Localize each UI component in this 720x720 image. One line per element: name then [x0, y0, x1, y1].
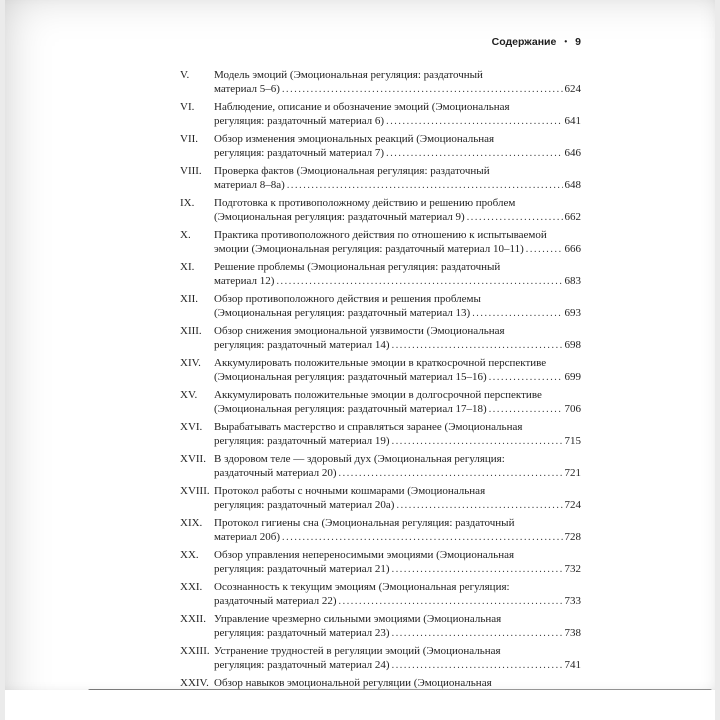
- toc-entry-line2-text: материал 12): [214, 275, 275, 287]
- toc-entry-line2-text: регуляция: раздаточный материал 23): [214, 627, 390, 639]
- toc-entry-line2-text: (Эмоциональная регуляция: раздаточный материал 15–16): [214, 371, 487, 383]
- toc-entry-numeral: XVI.: [180, 421, 203, 433]
- toc-entry-line1: Обзор противоположного действия и решения проблемы: [214, 293, 481, 305]
- toc-entry-page: 624: [564, 83, 581, 95]
- dot-leader: [392, 626, 563, 641]
- toc-entry: [180, 228, 581, 257]
- toc-entry-line2: [214, 338, 581, 353]
- toc-entry-line2-text: раздаточный материал 22): [214, 595, 337, 607]
- toc-entry-line1: Вырабатывать мастерство и справляться заранее (Эмоциональная: [214, 421, 523, 433]
- toc-entry-body: [214, 68, 581, 97]
- dot-leader: [392, 658, 563, 673]
- toc-entry: [180, 260, 581, 289]
- toc-entry-page: 662: [564, 211, 581, 223]
- toc-entry-body: [214, 324, 581, 353]
- toc-entry: [180, 196, 581, 225]
- toc-entry: [180, 132, 581, 161]
- toc-entry-numeral: XIV.: [180, 357, 201, 369]
- dot-leader: [287, 178, 563, 193]
- toc-entry: [180, 484, 581, 513]
- toc-entry-body: [214, 644, 581, 673]
- toc-entry-line1: Практика противоположного действия по отношению к испытываемой: [214, 229, 547, 241]
- toc-entry: [180, 548, 581, 577]
- toc-entry: [180, 164, 581, 193]
- toc-entry-line2: [214, 402, 581, 417]
- page-number: 9: [575, 36, 581, 48]
- toc-entry-line2-text: раздаточный материал 20): [214, 467, 337, 479]
- toc-entry-page: 715: [564, 435, 581, 447]
- toc-entry-body: [214, 356, 581, 385]
- toc-entry-line2: [214, 370, 581, 385]
- dot-leader: [472, 306, 562, 321]
- toc-entry-page: 721: [564, 467, 581, 479]
- toc-entry-numeral: XVIII.: [180, 485, 210, 497]
- toc-entry-page: 733: [564, 595, 581, 607]
- toc-entry-numeral: XV.: [180, 389, 198, 401]
- toc-entry-body: [214, 580, 581, 609]
- toc-list: [180, 68, 581, 708]
- toc-entry-line1: Обзор управления непереносимыми эмоциями (Эмоциональная: [214, 549, 515, 561]
- toc-entry-line2: [214, 498, 581, 513]
- toc-entry-line1: Наблюдение, описание и обозначение эмоций (Эмоциональная: [214, 101, 510, 113]
- toc-entry-line2: [214, 146, 581, 161]
- dot-leader: [467, 210, 563, 225]
- dot-leader: [392, 562, 563, 577]
- toc-entry-numeral: XI.: [180, 261, 195, 273]
- dot-leader: [489, 402, 563, 417]
- toc-entry-page: 648: [564, 179, 581, 191]
- toc-entry-numeral: XIII.: [180, 325, 202, 337]
- below-page-area: [5, 690, 715, 720]
- toc-entry-line2-text: (Эмоциональная регуляция: раздаточный материал 17–18): [214, 403, 487, 415]
- toc-entry-line2-text: регуляция: раздаточный материал 24): [214, 659, 390, 671]
- toc-entry-page: 724: [564, 499, 581, 511]
- toc-entry-numeral: XXIII.: [180, 645, 210, 657]
- toc-entry-line1: Модель эмоций (Эмоциональная регуляция: раздаточный: [214, 69, 483, 81]
- toc-entry-numeral: XXIV.: [180, 677, 209, 689]
- toc-entry-line1: Обзор снижения эмоциональной уязвимости (Эмоциональная: [214, 325, 505, 337]
- toc-entry: [180, 292, 581, 321]
- toc-entry: [180, 420, 581, 449]
- toc-entry-body: [214, 516, 581, 545]
- toc-entry-numeral: XII.: [180, 293, 199, 305]
- toc-entry-line1: Управление чрезмерно сильными эмоциями (Эмоциональная: [214, 613, 502, 625]
- toc-entry-line1: Обзор навыков эмоциональной регуляции (Эмоциональная: [214, 677, 492, 689]
- toc-entry: [180, 516, 581, 545]
- toc-entry: [180, 324, 581, 353]
- toc-entry-line2: [214, 306, 581, 321]
- toc-entry-body: [214, 132, 581, 161]
- toc-entry-body: [214, 292, 581, 321]
- toc-entry-body: [214, 196, 581, 225]
- dot-leader: [489, 370, 563, 385]
- toc-entry-line1: Протокол гигиены сна (Эмоциональная регуляция: раздаточный: [214, 517, 515, 529]
- toc-entry-line2: [214, 82, 581, 97]
- toc-entry-line2-text: регуляция: раздаточный материал 7): [214, 147, 385, 159]
- toc-entry-page: 732: [564, 563, 581, 575]
- toc-entry-line1: Аккумулировать положительные эмоции в краткосрочной перспективе: [214, 357, 547, 369]
- toc-entry: [180, 356, 581, 385]
- dot-leader: [396, 498, 562, 513]
- toc-entry-page: 698: [564, 339, 581, 351]
- toc-entry-body: [214, 100, 581, 129]
- toc-entry-numeral: XIX.: [180, 517, 203, 529]
- toc-entry-line1: В здоровом теле — здоровый дух (Эмоциональная регуляция:: [214, 453, 505, 465]
- dot-leader: [386, 114, 562, 129]
- toc-entry-line1: Обзор изменения эмоциональных реакций (Эмоциональная: [214, 133, 495, 145]
- toc-entry-page: 666: [564, 243, 581, 255]
- toc-entry: [180, 100, 581, 129]
- toc-entry-body: [214, 164, 581, 193]
- header-bullet-icon: •: [564, 36, 568, 46]
- toc-entry-line2-text: материал 20б): [214, 531, 281, 543]
- dot-leader: [282, 82, 563, 97]
- dot-leader: [276, 274, 562, 289]
- toc-entry-line2: [214, 274, 581, 289]
- toc-entry-page: 728: [564, 531, 581, 543]
- toc-entry: [180, 388, 581, 417]
- toc-entry-line1: Решение проблемы (Эмоциональная регуляция: раздаточный: [214, 261, 501, 273]
- toc-entry-page: 741: [564, 659, 581, 671]
- section-title: Содержание: [491, 36, 557, 48]
- toc-entry-numeral: XVII.: [180, 453, 206, 465]
- toc-entry-line1: Протокол работы с ночными кошмарами (Эмоциональная: [214, 485, 486, 497]
- toc-entry-numeral: IX.: [180, 197, 195, 209]
- toc-entry: [180, 612, 581, 641]
- toc-entry-line2-text: (Эмоциональная регуляция: раздаточный материал 9): [214, 211, 465, 223]
- book-page: [5, 0, 715, 690]
- toc-entry-page: 683: [564, 275, 581, 287]
- dot-leader: [392, 338, 563, 353]
- toc-entry: [180, 644, 581, 673]
- dot-leader: [392, 434, 563, 449]
- toc-entry-line2-text: регуляция: раздаточный материал 6): [214, 115, 385, 127]
- dot-leader: [282, 530, 562, 545]
- toc-entry-page: 641: [564, 115, 581, 127]
- toc-entry-line2: [214, 178, 581, 193]
- toc-entry: [180, 580, 581, 609]
- toc-entry-page: 646: [564, 147, 581, 159]
- toc-entry-line2: [214, 658, 581, 673]
- toc-entry-numeral: VI.: [180, 101, 195, 113]
- toc-entry-body: [214, 228, 581, 257]
- toc-entry-page: 693: [564, 307, 581, 319]
- toc-entry-line2-text: регуляция: раздаточный материал 19): [214, 435, 390, 447]
- toc-entry-line2: [214, 210, 581, 225]
- toc-entry-line2-text: материал 5–6): [214, 83, 280, 95]
- toc-entry-line2-text: (Эмоциональная регуляция: раздаточный материал 13): [214, 307, 471, 319]
- toc-entry-body: [214, 452, 581, 481]
- toc-entry-body: [214, 420, 581, 449]
- toc-entry: [180, 68, 581, 97]
- toc-entry-line2: [214, 434, 581, 449]
- toc-entry-page: 706: [564, 403, 581, 415]
- toc-entry-page: 699: [564, 371, 581, 383]
- toc-entry-body: [214, 484, 581, 513]
- toc-entry-line2: [214, 114, 581, 129]
- toc-entry-line1: Проверка фактов (Эмоциональная регуляция: раздаточный: [214, 165, 490, 177]
- toc-entry-numeral: XX.: [180, 549, 199, 561]
- toc-entry-numeral: V.: [180, 69, 190, 81]
- toc-entry-line1: Подготовка к противоположному действию и решению проблем: [214, 197, 516, 209]
- toc-entry-line1: Аккумулировать положительные эмоции в долгосрочной перспективе: [214, 389, 542, 401]
- toc-entry-page: 738: [564, 627, 581, 639]
- dot-leader: [386, 146, 562, 161]
- toc-entry-line1: Осознанность к текущим эмоциям (Эмоциональная регуляция:: [214, 581, 510, 593]
- toc-entry: [180, 452, 581, 481]
- toc-entry-body: [214, 260, 581, 289]
- toc-entry-line2-text: регуляция: раздаточный материал 21): [214, 563, 390, 575]
- toc-entry-line2-text: материал 8–8а): [214, 179, 285, 191]
- toc-entry-line2-text: регуляция: раздаточный материал 20а): [214, 499, 395, 511]
- toc-entry-body: [214, 388, 581, 417]
- toc-entry-line2: [214, 242, 581, 257]
- toc-entry-line2: [214, 562, 581, 577]
- page-header: [180, 36, 581, 48]
- toc-entry-line1: Устранение трудностей в регуляции эмоций (Эмоциональная: [214, 645, 501, 657]
- dot-leader: [339, 594, 563, 609]
- toc-entry-numeral: VIII.: [180, 165, 202, 177]
- toc-entry-line2: [214, 594, 581, 609]
- toc-entry-body: [214, 612, 581, 641]
- toc-entry-numeral: X.: [180, 229, 191, 241]
- toc-entry-numeral: VII.: [180, 133, 199, 145]
- toc-entry-line2-text: регуляция: раздаточный материал 14): [214, 339, 390, 351]
- toc-entry-line2: [214, 466, 581, 481]
- toc-entry-body: [214, 548, 581, 577]
- toc-entry-line2: [214, 530, 581, 545]
- dot-leader: [339, 466, 563, 481]
- toc-entry-line2: [214, 626, 581, 641]
- dot-leader: [526, 242, 563, 257]
- toc-entry-numeral: XXII.: [180, 613, 206, 625]
- toc-entry-numeral: XXI.: [180, 581, 203, 593]
- toc-entry-line2-text: эмоции (Эмоциональная регуляция: раздаточный материал 10–11): [214, 243, 524, 255]
